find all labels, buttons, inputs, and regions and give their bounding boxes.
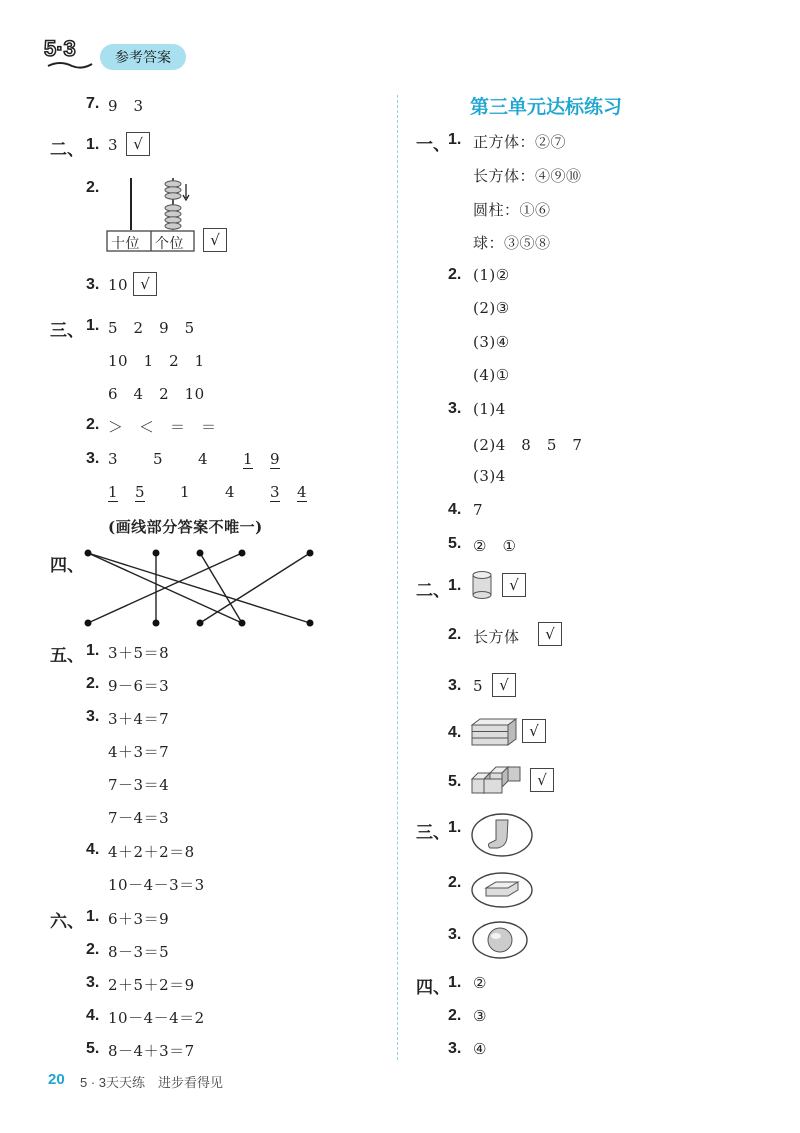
checkmark-box: √ — [133, 272, 157, 296]
q5-2-answer: 9－6＝3 — [108, 677, 170, 695]
cylinder-icon — [471, 570, 493, 600]
q3-1-row2: 10 1 2 1 — [108, 352, 205, 370]
footer-slogan: 5 · 3天天练 进步看得见 — [80, 1075, 224, 1090]
q5-3-answer-c: 7－3＝4 — [108, 776, 170, 794]
q2-3-answer: 10 — [108, 276, 129, 294]
r1-1-cuboid: 长方体：④⑨⑩ — [473, 167, 582, 185]
q6-2-answer: 8－3＝5 — [108, 943, 170, 961]
q6-3-number: 3. — [86, 974, 100, 991]
q3-3-a1: 3 — [108, 450, 119, 468]
matching-lines-diagram — [80, 545, 320, 630]
q6-2-number: 2. — [86, 941, 100, 958]
checkmark-box: √ — [203, 228, 227, 252]
section-6-heading: 六、 — [50, 912, 84, 931]
r2-5-number: 5. — [448, 773, 462, 790]
q3-2-number: 2. — [86, 416, 100, 433]
r1-2-number: 2. — [448, 266, 462, 283]
q5-1-answer: 3＋5＝8 — [108, 644, 170, 662]
r4-2-number: 2. — [448, 1007, 462, 1024]
q5-3-number: 3. — [86, 708, 100, 725]
r1-3-q1: (1)4 — [473, 400, 506, 418]
checkmark-box: √ — [522, 719, 546, 743]
r-section-1-heading: 一、 — [416, 135, 450, 154]
r1-3-number: 3. — [448, 400, 462, 417]
r4-2-answer: ③ — [473, 1007, 487, 1025]
section-4-heading: 四、 — [50, 556, 84, 575]
q5-2-number: 2. — [86, 675, 100, 692]
q5-3-answer-b: 4＋3＝7 — [108, 743, 170, 761]
q5-1-number: 1. — [86, 642, 100, 659]
q7-number: 7. — [86, 95, 100, 112]
q6-1-number: 1. — [86, 908, 100, 925]
q3-3-a5: 9 — [270, 450, 281, 468]
sphere-shape-icon — [470, 920, 534, 960]
q2-1-answer: 3 — [108, 136, 119, 154]
r-section-4-heading: 四、 — [416, 978, 450, 997]
r1-4-answer: 7 — [473, 501, 484, 519]
q2-3-number: 3. — [86, 276, 100, 293]
q5-3-answer-a: 3＋4＝7 — [108, 710, 170, 728]
answer-key-badge: 参考答案 — [100, 44, 186, 70]
r-section-3-heading: 三、 — [416, 823, 450, 842]
r1-5-answer: ② ① — [473, 537, 517, 555]
tens-place-label: 十位 — [111, 236, 140, 252]
q7-answer: 9 3 — [108, 97, 144, 115]
r3-1-number: 1. — [448, 819, 462, 836]
section-5-heading: 五、 — [50, 646, 84, 665]
section-2-heading: 二、 — [50, 140, 84, 159]
q3-1-row1: 5 2 9 5 — [108, 319, 195, 337]
column-divider — [397, 95, 398, 1060]
r1-3-q2: (2)4 8 5 7 — [473, 436, 583, 454]
cuboid-stack-icon — [470, 717, 520, 747]
q6-5-answer: 8－4＋3＝7 — [108, 1042, 195, 1060]
page-number: 20 — [48, 1071, 65, 1088]
unit-title: 第三单元达标练习 — [470, 97, 623, 118]
svg-text:5·3: 5·3 — [44, 36, 76, 61]
q2-2-number: 2. — [86, 179, 100, 196]
r1-2-p4: (4)① — [473, 366, 510, 384]
q3-1-number: 1. — [86, 317, 100, 334]
r1-2-p3: (3)④ — [473, 333, 510, 351]
q6-4-number: 4. — [86, 1007, 100, 1024]
q3-3-b2: 5 — [135, 483, 146, 501]
q3-3-b3: 1 — [180, 483, 191, 501]
r1-2-p2: (2)③ — [473, 299, 510, 317]
q5-4-number: 4. — [86, 841, 100, 858]
brand-logo — [42, 34, 98, 74]
q3-3-b6: 4 — [297, 483, 308, 501]
r4-1-answer: ② — [473, 974, 487, 992]
q5-3-answer-d: 7－4＝3 — [108, 809, 170, 827]
r1-1-sphere: 球：③⑤⑧ — [473, 234, 551, 252]
r2-2-number: 2. — [448, 626, 462, 643]
cube-blocks-icon — [470, 763, 522, 799]
r4-3-number: 3. — [448, 1040, 462, 1057]
q3-3-b4: 4 — [225, 483, 236, 501]
r1-2-p1: (1)② — [473, 266, 510, 284]
r1-1-cube: 正方体：②⑦ — [473, 133, 567, 151]
q3-3-a3: 4 — [198, 450, 209, 468]
q3-3-number: 3. — [86, 450, 100, 467]
q2-1-number: 1. — [86, 136, 100, 153]
q6-3-answer: 2＋5＋2＝9 — [108, 976, 195, 994]
checkmark-box: √ — [530, 768, 554, 792]
r1-1-cylinder: 圆柱：①⑥ — [473, 201, 551, 219]
q3-3-note: (画线部分答案不唯一) — [108, 518, 263, 536]
checkmark-box: √ — [502, 573, 526, 597]
q6-4-answer: 10－4－4＝2 — [108, 1009, 205, 1027]
r3-2-number: 2. — [448, 874, 462, 891]
r3-3-number: 3. — [448, 926, 462, 943]
r4-1-number: 1. — [448, 974, 462, 991]
r-section-2-heading: 二、 — [416, 581, 450, 600]
q3-3-a4: 1 — [243, 450, 254, 468]
r1-1-number: 1. — [448, 131, 462, 148]
sock-shape-icon — [470, 812, 534, 858]
checkmark-box: √ — [492, 673, 516, 697]
r2-3-answer: 5 — [473, 677, 484, 695]
l-block-shape-icon — [470, 870, 534, 910]
r4-3-answer: ④ — [473, 1040, 487, 1058]
q3-2-answer: ＞ ＜ ＝ ＝ — [108, 418, 217, 436]
r2-3-number: 3. — [448, 677, 462, 694]
r1-4-number: 4. — [448, 501, 462, 518]
q5-4-answer-a: 4＋2＋2＝8 — [108, 843, 195, 861]
r2-2-answer: 长方体 — [473, 628, 520, 646]
q5-4-answer-b: 10－4－3＝3 — [108, 876, 205, 894]
r2-1-number: 1. — [448, 577, 462, 594]
r2-4-number: 4. — [448, 724, 462, 741]
checkmark-box: √ — [126, 132, 150, 156]
r1-5-number: 5. — [448, 535, 462, 552]
q6-5-number: 5. — [86, 1040, 100, 1057]
ones-place-label: 个位 — [155, 236, 184, 252]
section-3-heading: 三、 — [50, 321, 84, 340]
q6-1-answer: 6＋3＝9 — [108, 910, 170, 928]
checkmark-box: √ — [538, 622, 562, 646]
q3-3-b1: 1 — [108, 483, 119, 501]
q3-1-row3: 6 4 2 10 — [108, 385, 205, 403]
q3-3-b5: 3 — [270, 483, 281, 501]
r1-3-q3: (3)4 — [473, 467, 506, 485]
q3-3-a2: 5 — [153, 450, 164, 468]
